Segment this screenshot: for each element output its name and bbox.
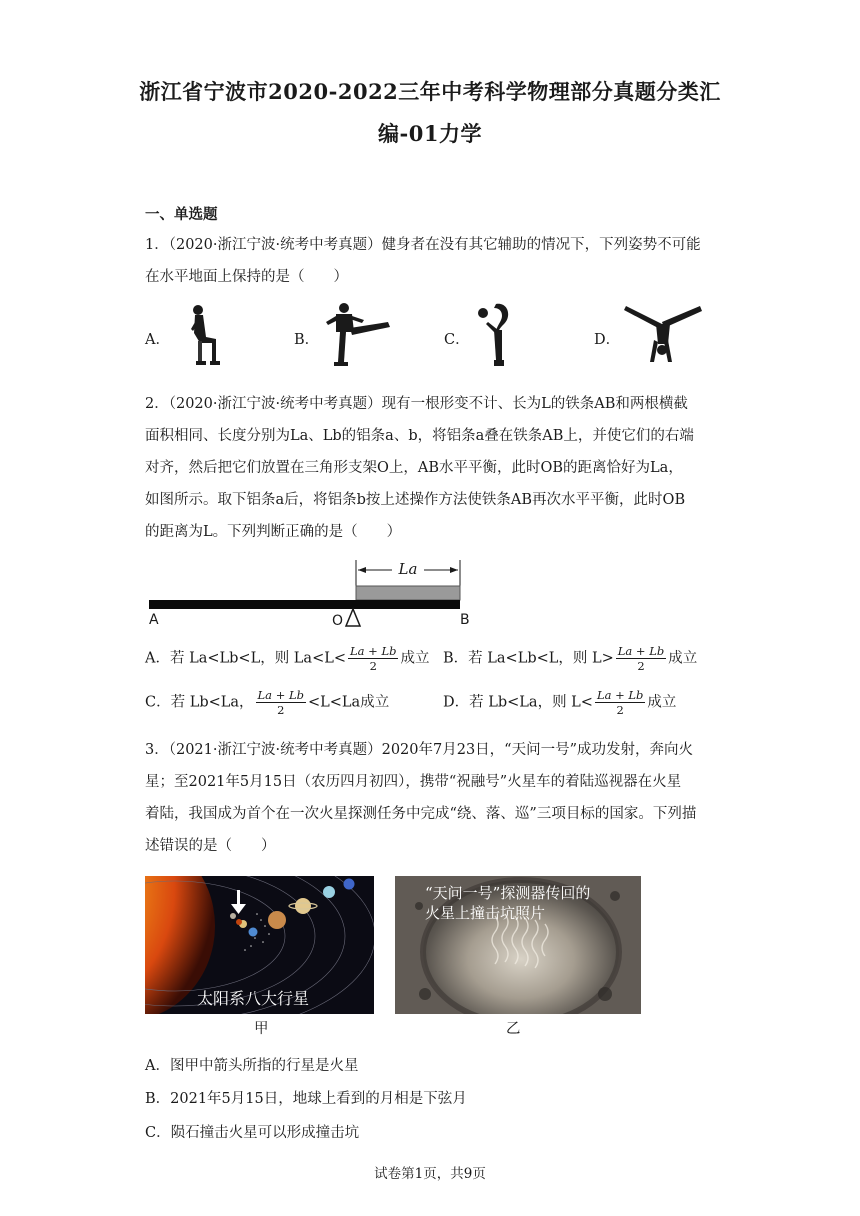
q3-option-c: C．陨石撞击火星可以形成撞击坑 [145,1125,360,1141]
q2-option-d-post: 成立 [647,694,677,711]
q2-option-a [145,644,429,673]
q2-option-b [443,644,697,673]
leg-kick-pose-image [322,300,394,370]
q2-stem-line2: 面积相同、长度分别为La、Lb的铝条a、b，将铝条a叠在铁条AB上，并使它们的右端 [145,428,694,444]
page-title-line2: 编-01力学 [378,121,482,146]
q2-option-a-fraction [348,644,398,673]
q1-option-d-letter: D． [594,332,621,348]
q2-option-d-fraction [595,688,645,717]
q2-stem-line3: 对齐，然后把它们放置在三角形支架O上，AB水平平衡，此时OB的距离恰好为La， [145,460,683,476]
q3-stem-line1: 3．（2021·浙江宁波·统考中考真题）2020年7月23日，“天问一号”成功发射，奔向火 [145,742,693,758]
figure-caption-yi: 乙 [506,1021,521,1037]
q3-option-a: A．图甲中箭头所指的行星是火星 [145,1058,359,1074]
q2-stem-line5: 的距离为L。下列判断正确的是（ ） [145,524,402,540]
q1-option-c [444,328,470,349]
mars-photo-overlay-line1: “天问一号”探测器传回的 [425,884,591,902]
iron-bar-ab [149,600,460,609]
q1-stem-line1: 1．（2020·浙江宁波·统考中考真题）健身者在没有其它辅助的情况下，下列姿势不可能 [145,237,701,253]
q3-stem-line4: 述错误的是（ ） [145,838,276,854]
label-b: B [460,612,470,628]
q2-option-b-fraction [616,644,666,673]
q2-stem-line4: 如图所示。取下铝条a后，将铝条b按上述操作方法使铁条AB再次水平平衡，此时OB [145,492,686,508]
frac-denominator: 2 [277,703,285,717]
split-pose-image [624,300,702,366]
mars-crater-image [395,876,641,1014]
q1-option-b [294,328,319,349]
aluminum-bar-a [356,586,460,600]
frac-numerator: La + Lb [350,644,397,658]
q3-option-b: B．2021年5月15日，地球上看到的月相是下弦月 [145,1091,467,1107]
figure-caption-jia: 甲 [254,1021,269,1037]
q1-option-d [594,328,620,349]
label-a: A [149,612,159,628]
q1-option-a [145,328,170,349]
q2-option-d-pre: D．若 Lb<La，则 L< [443,694,593,711]
q2-option-a-pre: A．若 La<Lb<L，则 La<L< [145,650,347,667]
q3-stem-line3: 着陆，我国成为首个在一次火星探测任务中完成“绕、落、巡”三项目标的国家。下列描 [145,806,697,822]
q2-option-a-post: 成立 [400,650,430,667]
q2-option-d [443,688,676,717]
solar-system-caption-overlay: 太阳系八大行星 [197,989,310,1008]
fulcrum-triangle [346,609,360,626]
q1-option-c-letter: C． [444,332,470,348]
q2-stem-line1: 2．（2020·浙江宁波·统考中考真题）现有一根形变不计、长为L的铁条AB和两根横截 [145,396,688,412]
q2-option-c [145,688,389,717]
la-label: La [398,560,418,578]
solar-system-image [145,876,374,1014]
frac-denominator: 2 [369,659,377,673]
q2-option-b-post: 成立 [668,650,698,667]
q1-option-b-letter: B． [294,332,320,348]
la-arrow-left [358,567,366,573]
q2-option-c-post: <L<La成立 [308,694,390,711]
frac-numerator: La + Lb [257,688,304,702]
q2-option-b-pre: B．若 La<Lb<L，则 L> [443,650,614,667]
page-footer: 试卷第1页，共9页 [374,1166,486,1182]
sitting-pose-image [176,303,224,369]
frac-denominator: 2 [637,659,645,673]
q1-stem-line2: 在水平地面上保持的是（ ） [145,269,348,285]
q2-option-c-pre: C．若 Lb<La， [145,694,254,711]
frac-numerator: La + Lb [596,688,644,702]
q3-stem-line2: 星；至2021年5月15日（农历四月初四），携带“祝融号”火星车的着陆巡视器在火星 [145,774,682,790]
la-arrow-right [450,567,458,573]
frac-numerator: La + Lb [617,644,665,658]
section-heading: 一、单选题 [145,206,218,223]
lever-diagram [144,552,484,632]
gymnast-pose-image [474,300,518,370]
page-title-line1: 浙江省宁波市2020-2022三年中考科学物理部分真题分类汇 [139,79,721,104]
q1-option-a-letter: A． [145,332,170,348]
label-o: O [332,613,344,629]
frac-denominator: 2 [616,703,624,717]
q2-option-c-fraction [256,688,306,717]
mars-photo-overlay-line2: 火星上撞击坑照片 [425,904,546,922]
